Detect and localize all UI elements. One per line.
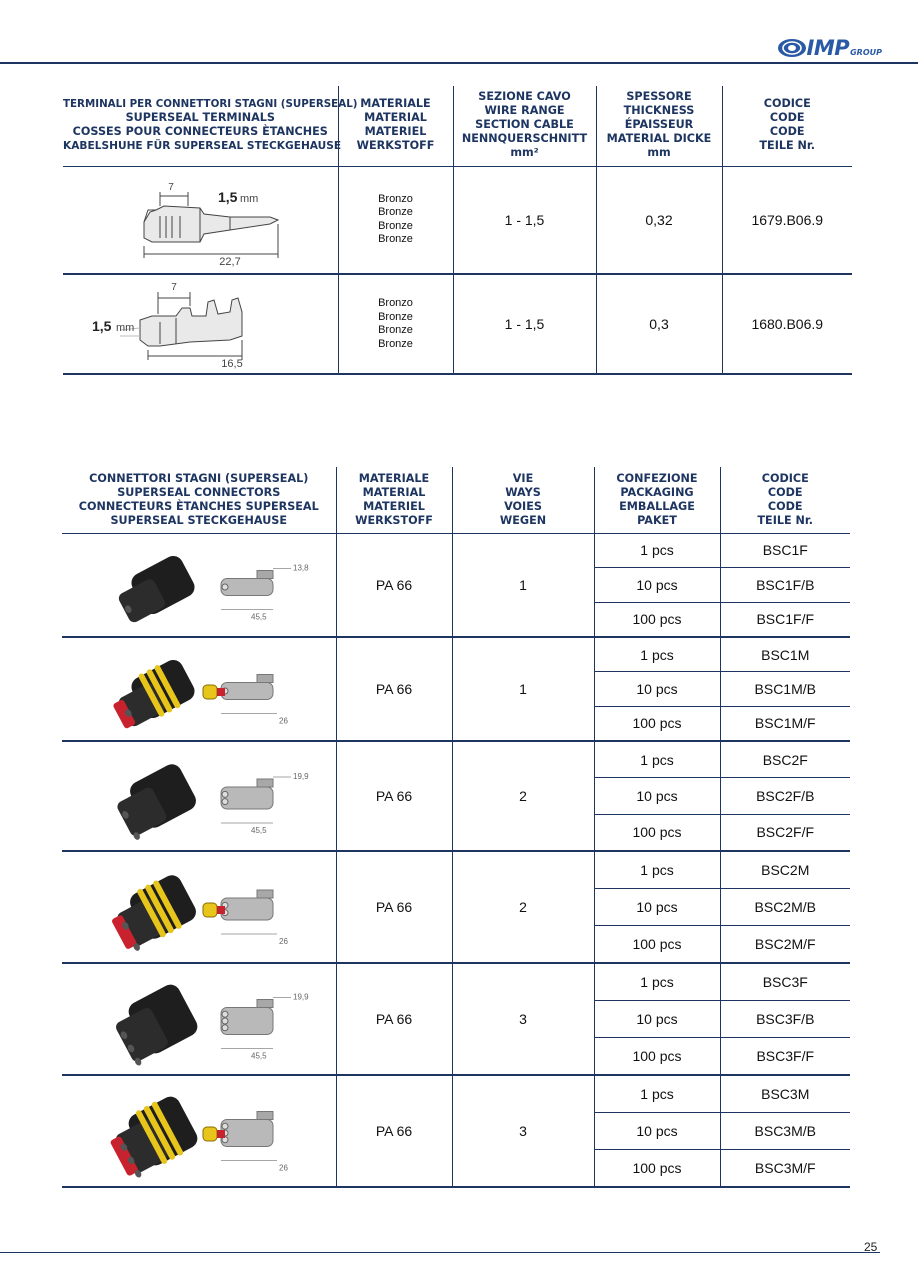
connectors-table bbox=[62, 467, 850, 1188]
code-cell: BSC1F/F bbox=[720, 602, 850, 637]
dimension-label: 7 bbox=[168, 181, 175, 193]
connector-housing bbox=[111, 872, 199, 952]
code-cell: BSC1M/B bbox=[720, 672, 850, 707]
imp-group-logo bbox=[777, 38, 883, 58]
dimension-label: 45,5 bbox=[250, 1051, 267, 1061]
code-cell: BSC2F/F bbox=[720, 814, 850, 851]
dimension-label: 26 bbox=[278, 1163, 288, 1173]
connector-terminal bbox=[221, 570, 273, 595]
code-cell: 1679.B06.9 bbox=[751, 211, 824, 228]
dimension-label: 19,9 bbox=[292, 771, 309, 781]
terminal-1680-drawing bbox=[90, 278, 310, 370]
logo-brand: IMP bbox=[806, 36, 850, 60]
connector-picture-cell bbox=[62, 741, 336, 851]
globe-icon bbox=[777, 38, 807, 58]
connector-housing bbox=[112, 656, 198, 729]
code-cell: BSC2M bbox=[761, 861, 810, 878]
terminals-material-header: MATERIALE MATERIAL MATERIEL WERKSTOFF bbox=[338, 86, 453, 166]
code-cell: BSC3F/B bbox=[720, 1000, 850, 1037]
female-connector-drawing bbox=[89, 971, 309, 1067]
code-cell: BSC2M/B bbox=[720, 888, 850, 925]
packaging-cell: 1 pcs bbox=[594, 1075, 720, 1112]
packaging-cell: 100 pcs bbox=[594, 1150, 720, 1187]
material-cell: PA 66 bbox=[336, 1075, 452, 1187]
connector-picture-cell bbox=[62, 851, 336, 963]
code-cell: BSC3M/B bbox=[720, 1112, 850, 1149]
dimension-label: 1,5 bbox=[92, 318, 112, 334]
packaging-cell: 100 pcs bbox=[594, 926, 720, 963]
terminals-section-header: SEZIONE CAVO WIRE RANGE SECTION CABLE NENNQUERSCHNITT mm² bbox=[453, 86, 596, 166]
thickness-cell: 0,3 bbox=[596, 274, 722, 374]
table-row bbox=[63, 274, 852, 374]
code-cell: 1680.B06.9 bbox=[751, 316, 824, 332]
ways-cell: 1 bbox=[452, 533, 594, 637]
table-row bbox=[62, 963, 850, 1000]
packaging-cell: 10 pcs bbox=[594, 568, 720, 603]
male-connector-drawing bbox=[89, 641, 309, 737]
page-number: 25 bbox=[864, 1240, 878, 1254]
terminals-header-row bbox=[63, 86, 852, 166]
connector-terminal bbox=[203, 890, 273, 920]
code-cell: BSC1M/F bbox=[720, 706, 850, 741]
female-connector-drawing bbox=[89, 748, 309, 844]
connectors-product-header: CONNETTORI STAGNI (SUPERSEAL) SUPERSEAL CONNECTORS CONNECTEURS ÈTANCHES SUPERSEAL SUPERSEAL STECKGEHAUSE bbox=[62, 467, 336, 533]
material-cell: Bronzo Bronze Bronze Bronze bbox=[338, 274, 453, 374]
terminals-product-header: TERMINALI PER CONNETTORI STAGNI (SUPERSEAL) SUPERSEAL TERMINALS COSSES POUR CONNECTEURS ÈTANCHES KABELSHUHE FÜR SUPERSEAL STECKGEHAUSE bbox=[63, 86, 338, 166]
packaging-cell: 100 pcs bbox=[594, 602, 720, 637]
connectors-code-header: CODICE CODE CODE TEILE Nr. bbox=[757, 471, 814, 527]
packaging-cell: 1 pcs bbox=[594, 741, 720, 778]
connector-picture-cell bbox=[62, 1075, 336, 1187]
connector-picture-cell bbox=[62, 533, 336, 637]
packaging-cell: 1 pcs bbox=[594, 963, 720, 1000]
code-cell: BSC3M bbox=[761, 1085, 810, 1102]
code-cell: BSC2M/F bbox=[720, 926, 850, 963]
terminal-drawing-cell bbox=[63, 274, 338, 374]
terminals-table bbox=[63, 86, 852, 375]
packaging-cell: 10 pcs bbox=[594, 672, 720, 707]
table-row bbox=[62, 1075, 850, 1112]
dimension-label: 22,7 bbox=[219, 255, 241, 268]
connectors-ways-header: VIE WAYS VOIES WEGEN bbox=[452, 467, 594, 533]
connector-terminal bbox=[203, 1111, 273, 1146]
dimension-label: 19,9 bbox=[292, 992, 309, 1002]
table-row bbox=[63, 166, 852, 274]
connectors-material-header: MATERIALE MATERIAL MATERIEL WERKSTOFF bbox=[336, 467, 452, 533]
code-cell: BSC3F bbox=[762, 973, 808, 990]
dimension-label: 13,8 bbox=[292, 563, 309, 573]
table-row bbox=[62, 851, 850, 888]
connector-housing bbox=[117, 552, 198, 624]
section-cell: 1 - 1,5 bbox=[453, 166, 596, 274]
code-cell: BSC1F/B bbox=[720, 568, 850, 603]
dimension-label: 16,5 bbox=[221, 358, 243, 370]
terminal-1679-drawing bbox=[100, 172, 300, 268]
ways-cell: 2 bbox=[452, 851, 594, 963]
connectors-packaging-header: CONFEZIONE PACKAGING EMBALLAGE PAKET bbox=[594, 467, 720, 533]
ways-cell: 1 bbox=[452, 637, 594, 741]
connector-terminal bbox=[203, 674, 273, 699]
material-cell: PA 66 bbox=[336, 741, 452, 851]
dimension-label: 26 bbox=[278, 936, 288, 946]
dimension-label: 26 bbox=[278, 716, 288, 726]
dimension-unit: mm bbox=[116, 322, 135, 334]
table-row bbox=[62, 741, 850, 778]
packaging-cell: 10 pcs bbox=[594, 1000, 720, 1037]
packaging-cell: 1 pcs bbox=[594, 637, 720, 672]
code-cell: BSC1M bbox=[761, 646, 810, 663]
material-cell: PA 66 bbox=[336, 637, 452, 741]
terminals-thickness-header: SPESSORE THICKNESS ÉPAISSEUR MATERIAL DICKE mm bbox=[596, 86, 722, 166]
section-cell: 1 - 1,5 bbox=[453, 274, 596, 374]
packaging-cell: 1 pcs bbox=[594, 533, 720, 568]
material-cell: PA 66 bbox=[336, 851, 452, 963]
connector-housing bbox=[109, 1093, 200, 1178]
dimension-unit: mm bbox=[240, 192, 259, 205]
ways-cell: 2 bbox=[452, 741, 594, 851]
code-cell: BSC3M/F bbox=[720, 1150, 850, 1187]
ways-cell: 3 bbox=[452, 1075, 594, 1187]
code-cell: BSC2F bbox=[762, 751, 808, 768]
material-cell: PA 66 bbox=[336, 963, 452, 1075]
dimension-label: 45,5 bbox=[250, 612, 267, 622]
connector-picture-cell bbox=[62, 963, 336, 1075]
code-cell: BSC3F/F bbox=[720, 1038, 850, 1075]
logo-group: GROUP bbox=[850, 48, 882, 57]
terminal-drawing-cell bbox=[63, 166, 338, 274]
dimension-label: 1,5 bbox=[218, 188, 238, 205]
male-connector-drawing bbox=[89, 859, 309, 955]
packaging-cell: 100 pcs bbox=[594, 814, 720, 851]
material-cell: PA 66 bbox=[336, 533, 452, 637]
terminals-code-header: CODICE CODE CODE TEILE Nr. bbox=[759, 96, 816, 152]
packaging-cell: 1 pcs bbox=[594, 851, 720, 888]
connector-housing bbox=[114, 981, 201, 1066]
connector-housing bbox=[115, 761, 199, 841]
thickness-cell: 0,32 bbox=[596, 166, 722, 274]
packaging-cell: 10 pcs bbox=[594, 778, 720, 815]
packaging-cell: 100 pcs bbox=[594, 1038, 720, 1075]
connector-picture-cell bbox=[62, 637, 336, 741]
material-cell: Bronzo Bronze Bronze Bronze bbox=[338, 166, 453, 274]
packaging-cell: 100 pcs bbox=[594, 706, 720, 741]
ways-cell: 3 bbox=[452, 963, 594, 1075]
dimension-label: 45,5 bbox=[250, 825, 267, 835]
dimension-label: 7 bbox=[171, 282, 178, 293]
female-connector-drawing bbox=[89, 537, 309, 633]
code-cell: BSC2F/B bbox=[720, 778, 850, 815]
top-rule bbox=[0, 62, 918, 64]
male-connector-drawing bbox=[89, 1083, 309, 1179]
code-cell: BSC1F bbox=[762, 542, 808, 559]
connector-terminal bbox=[221, 999, 273, 1034]
connector-terminal bbox=[221, 779, 273, 809]
connectors-header-row bbox=[62, 467, 850, 533]
packaging-cell: 10 pcs bbox=[594, 888, 720, 925]
table-row bbox=[62, 533, 850, 568]
table-row bbox=[62, 637, 850, 672]
packaging-cell: 10 pcs bbox=[594, 1112, 720, 1149]
bottom-rule bbox=[0, 1252, 880, 1253]
